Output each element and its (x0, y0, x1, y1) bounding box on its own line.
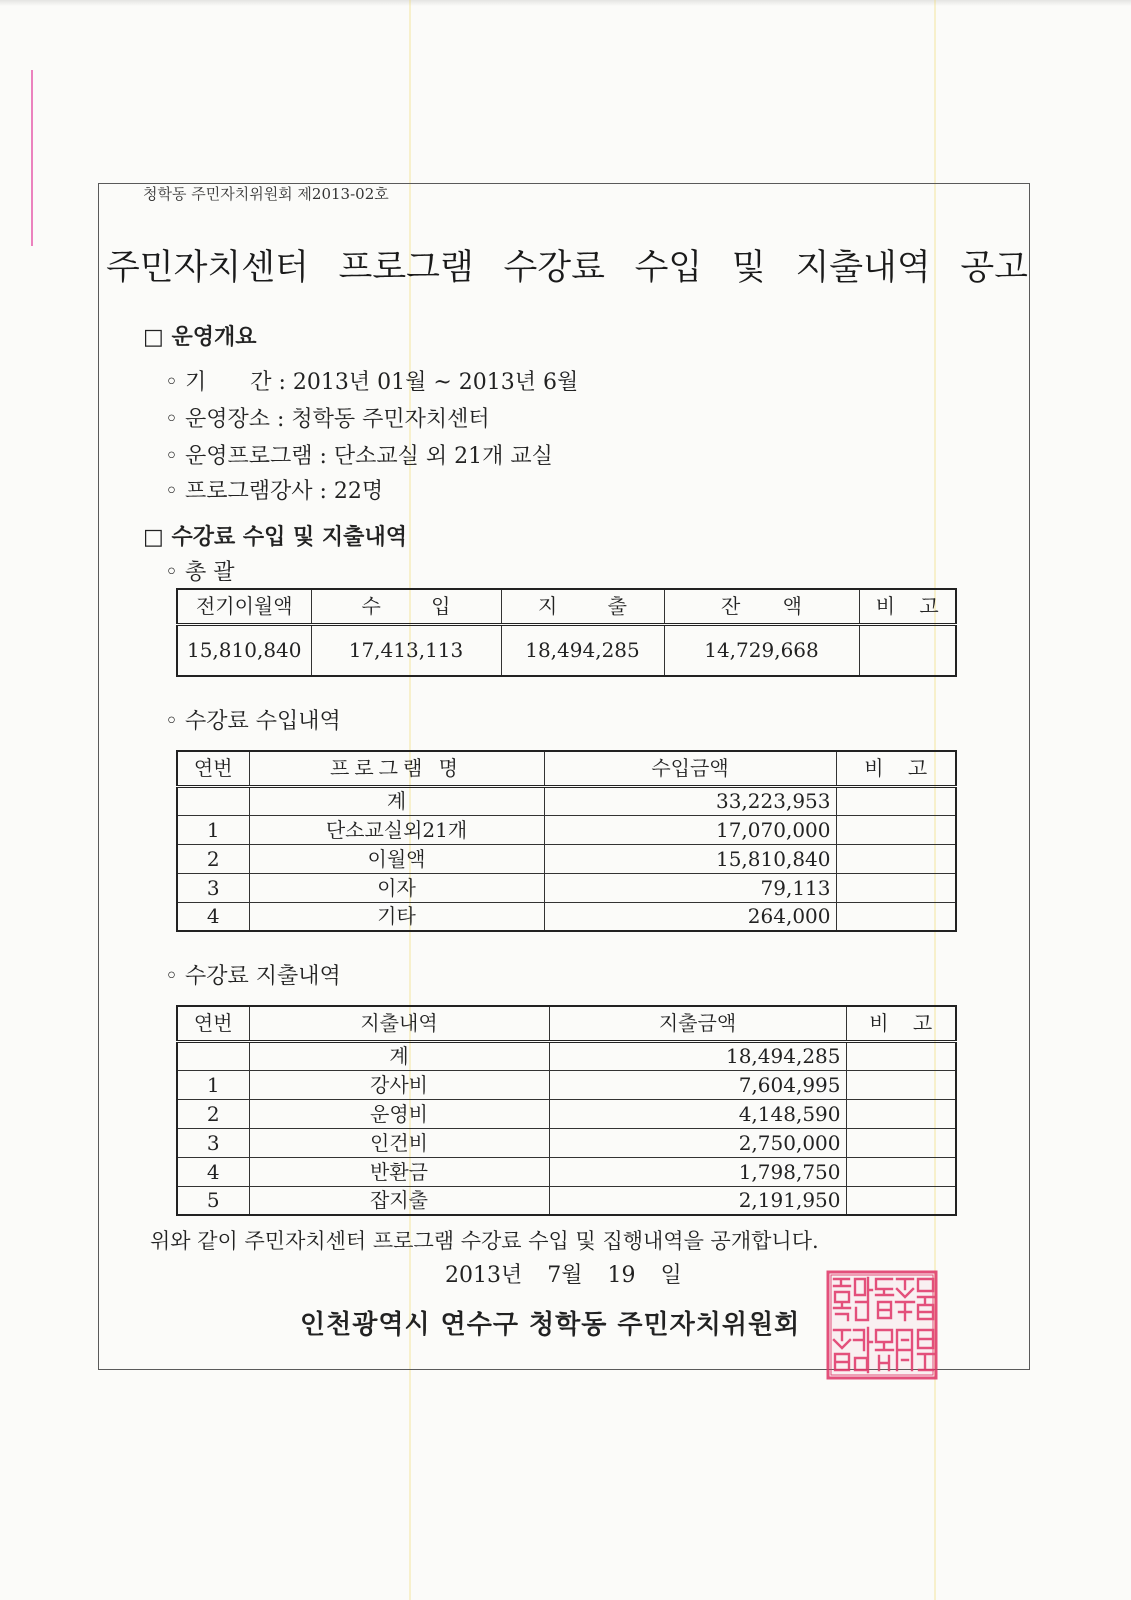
expense-row-note (846, 1186, 956, 1215)
scan-edge-shadow (0, 0, 1131, 6)
summary-header-balance: 잔 액 (664, 589, 859, 624)
income-row-name: 계 (249, 786, 544, 815)
income-row-name: 기타 (249, 902, 544, 931)
document-title: 주민자치센터 프로그램 수강료 수입 및 지출내역 공고 (106, 248, 1028, 288)
expense-header-item: 지출내역 (249, 1006, 549, 1041)
summary-header-carryover: 전기이월액 (177, 589, 311, 624)
expense-row-no: 4 (177, 1157, 249, 1186)
official-seal (826, 1270, 938, 1380)
expense-row-amount: 2,191,950 (549, 1186, 846, 1215)
income-row-note (836, 873, 956, 902)
scan-artifact-pink-line (31, 70, 33, 246)
summary-value-expense: 18,494,285 (501, 624, 664, 676)
income-row-amount: 79,113 (544, 873, 836, 902)
income-row-no: 2 (177, 844, 249, 873)
overview-period: ◦ 기 간 : 2013년 01월 ~ 2013년 6월 (165, 370, 579, 395)
finance-heading: □ 수강료 수입 및 지출내역 (143, 525, 407, 550)
income-table (176, 750, 957, 932)
table-row (177, 1070, 956, 1099)
expense-row-note (846, 1157, 956, 1186)
expense-row-name: 반환금 (249, 1157, 549, 1186)
expense-row-amount: 2,750,000 (549, 1128, 846, 1157)
income-header-program: 프로그램 명 (249, 751, 544, 786)
income-row-note (836, 786, 956, 815)
income-row-no: 1 (177, 815, 249, 844)
summary-header-income: 수 입 (311, 589, 501, 624)
income-header-no: 연번 (177, 751, 249, 786)
table-row (177, 1186, 956, 1215)
table-row (177, 902, 956, 931)
expense-row-no: 3 (177, 1128, 249, 1157)
income-row-amount: 15,810,840 (544, 844, 836, 873)
summary-table (176, 588, 957, 677)
expense-row-amount: 18,494,285 (549, 1041, 846, 1070)
summary-value-balance: 14,729,668 (664, 624, 859, 676)
table-row (177, 1128, 956, 1157)
income-row-amount: 33,223,953 (544, 786, 836, 815)
table-row (177, 786, 956, 815)
summary-value-note (859, 624, 956, 676)
overview-location: ◦ 운영장소 : 청학동 주민자치센터 (165, 407, 490, 432)
income-row-amount: 264,000 (544, 902, 836, 931)
expense-row-amount: 1,798,750 (549, 1157, 846, 1186)
table-row (177, 624, 956, 676)
table-row (177, 873, 956, 902)
table-row (177, 1099, 956, 1128)
table-header-row (177, 589, 956, 624)
income-header-note: 비 고 (836, 751, 956, 786)
expense-row-no (177, 1041, 249, 1070)
expense-row-no: 1 (177, 1070, 249, 1099)
summary-heading: ◦ 총 괄 (165, 560, 235, 585)
summary-header-note: 비 고 (859, 589, 956, 624)
summary-header-expense: 지 출 (501, 589, 664, 624)
expense-row-name: 강사비 (249, 1070, 549, 1099)
income-row-no (177, 786, 249, 815)
overview-heading: □ 운영개요 (143, 325, 257, 350)
table-row (177, 1041, 956, 1070)
income-heading: ◦ 수강료 수입내역 (165, 709, 341, 734)
expense-row-name: 인건비 (249, 1128, 549, 1157)
summary-value-carryover: 15,810,840 (177, 624, 311, 676)
income-header-amount: 수입금액 (544, 751, 836, 786)
document-number: 청학동 주민자치위원회 제2013-02호 (143, 185, 389, 203)
expense-row-no: 5 (177, 1186, 249, 1215)
expense-row-note (846, 1099, 956, 1128)
expense-row-note (846, 1041, 956, 1070)
expense-row-no: 2 (177, 1099, 249, 1128)
expense-row-name: 운영비 (249, 1099, 549, 1128)
expense-row-amount: 7,604,995 (549, 1070, 846, 1099)
overview-programs: ◦ 운영프로그램 : 단소교실 외 21개 교실 (165, 444, 553, 469)
expense-row-name: 계 (249, 1041, 549, 1070)
issuing-organization: 인천광역시 연수구 청학동 주민자치위원회 (300, 1310, 801, 1340)
income-row-note (836, 902, 956, 931)
expense-header-note: 비 고 (846, 1006, 956, 1041)
income-row-name: 단소교실외21개 (249, 815, 544, 844)
closing-statement: 위와 같이 주민자치센터 프로그램 수강료 수입 및 집행내역을 공개합니다. (150, 1229, 819, 1253)
expense-row-note (846, 1070, 956, 1099)
income-row-no: 3 (177, 873, 249, 902)
summary-value-income: 17,413,113 (311, 624, 501, 676)
income-row-note (836, 844, 956, 873)
table-row (177, 844, 956, 873)
income-row-no: 4 (177, 902, 249, 931)
expense-row-note (846, 1128, 956, 1157)
issue-date: 2013년 7월 19 일 (445, 1263, 682, 1288)
income-row-note (836, 815, 956, 844)
expense-header-no: 연번 (177, 1006, 249, 1041)
income-row-amount: 17,070,000 (544, 815, 836, 844)
expense-row-amount: 4,148,590 (549, 1099, 846, 1128)
table-row (177, 1157, 956, 1186)
income-row-name: 이월액 (249, 844, 544, 873)
expense-heading: ◦ 수강료 지출내역 (165, 964, 341, 989)
overview-instructors: ◦ 프로그램강사 : 22명 (165, 479, 384, 504)
income-row-name: 이자 (249, 873, 544, 902)
table-header-row (177, 1006, 956, 1041)
table-row (177, 815, 956, 844)
table-header-row (177, 751, 956, 786)
expense-header-amount: 지출금액 (549, 1006, 846, 1041)
expense-row-name: 잡지출 (249, 1186, 549, 1215)
expense-table (176, 1005, 957, 1216)
